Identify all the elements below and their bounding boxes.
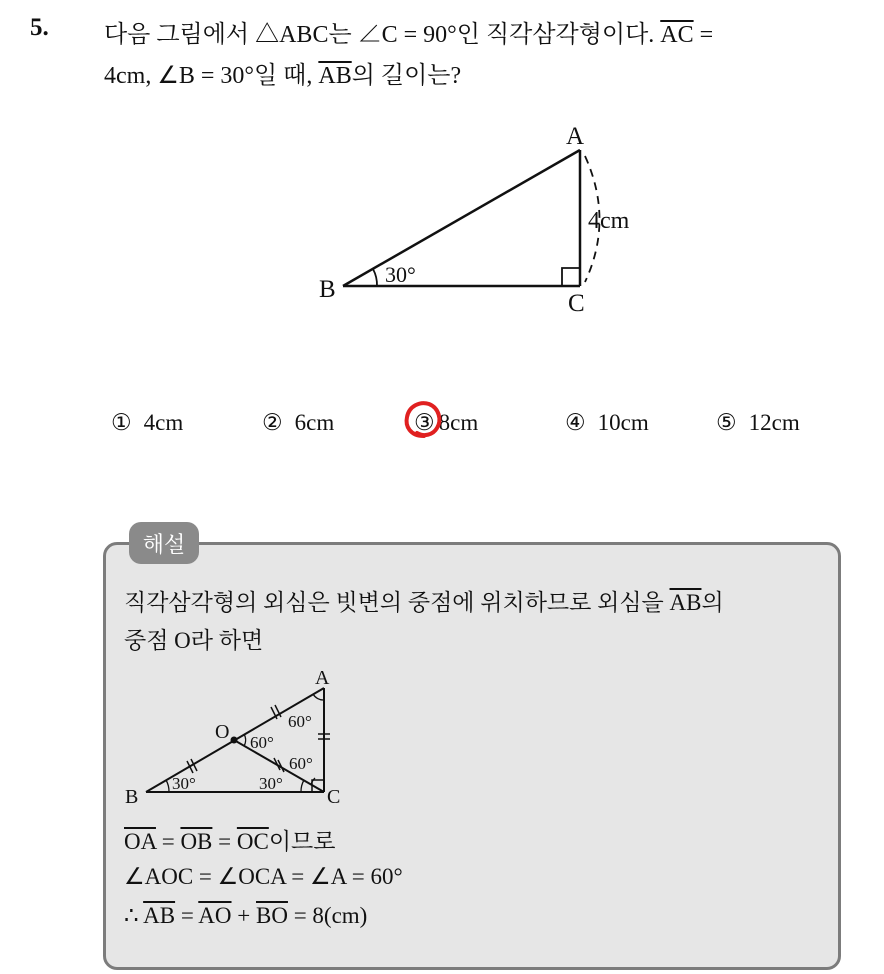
choice-mark: ⑤ <box>716 410 737 435</box>
segment-ab: $\overline{AB}$ <box>669 590 702 615</box>
point-o <box>231 737 238 744</box>
question-text-part: 4cm, ∠B = 30°일 때, <box>104 63 319 89</box>
therefore-sign: ∴ <box>124 903 144 928</box>
segment-bo: $\overline{BO}$ <box>256 903 288 928</box>
segment-ao: $\overline{AO}$ <box>198 903 232 928</box>
angle-label-ocb: 30° <box>259 774 283 793</box>
vertex-b-label: B <box>125 786 139 808</box>
choice-text: 6cm <box>294 410 335 435</box>
vertex-c-label: C <box>568 290 585 317</box>
question-text-part: 다음 그림에서 △ABC는 ∠C = 90°인 직각삼각형이다. <box>104 22 661 48</box>
solution-equation1 <box>124 823 335 856</box>
segment-ab: $\overline{AB}$ <box>318 63 352 89</box>
segment-ac: $\overline{AC}$ <box>660 22 694 48</box>
vertex-a-label: A <box>566 123 585 150</box>
vertex-a-label: A <box>315 667 330 689</box>
angle-label-a: 60° <box>288 712 312 731</box>
choice-mark: ② <box>262 410 283 435</box>
choice-mark: ① <box>111 410 132 435</box>
solution-text-part: 의 <box>701 590 724 615</box>
choice-text: 4cm <box>143 410 184 435</box>
solution-text-part: 이므로 <box>268 829 336 854</box>
angle-b-label: 30° <box>385 262 416 287</box>
solution-text-part: 직각삼각형의 외심은 빗변의 중점에 위치하므로 외심을 <box>124 590 670 615</box>
segment-ab: $\overline{AB}$ <box>143 903 176 928</box>
segment-oc: $\overline{OC}$ <box>236 829 269 854</box>
question-number: 5. <box>30 14 49 41</box>
question-text-part: = <box>693 22 714 48</box>
question-text-part: 의 길이는? <box>351 63 462 89</box>
angle-label-b: 30° <box>172 774 196 793</box>
choice-mark: ③ <box>414 410 435 435</box>
solution-tag: 해설 <box>129 522 199 564</box>
angle-label-aoc: 60° <box>250 733 274 752</box>
choice-text: 8cm <box>438 410 479 435</box>
segment-ob: $\overline{OB}$ <box>180 829 213 854</box>
equals-sign: = <box>155 829 181 854</box>
equals-sign: = <box>212 829 237 854</box>
solution-text-part: = 8(cm) <box>287 903 368 928</box>
point-o-label: O <box>215 721 230 743</box>
segment-oa: $\overline{OA}$ <box>124 829 156 854</box>
vertex-b-label: B <box>319 276 336 303</box>
angle-label-oca: 60° <box>289 754 313 773</box>
vertex-c-label: C <box>327 786 341 808</box>
side-ac-length-label: 4cm <box>588 208 630 234</box>
choice-text: 10cm <box>597 410 649 435</box>
choice-mark: ④ <box>565 410 586 435</box>
solution-equation2: ∠AOC = ∠OCA = ∠A = 60° <box>124 864 403 889</box>
solution-line2: 중점 O라 하면 <box>124 628 264 653</box>
choice-text: 12cm <box>748 410 800 435</box>
solution-equation3 <box>124 903 367 929</box>
equals-sign: = <box>175 903 199 928</box>
plus-sign: + <box>231 903 256 928</box>
